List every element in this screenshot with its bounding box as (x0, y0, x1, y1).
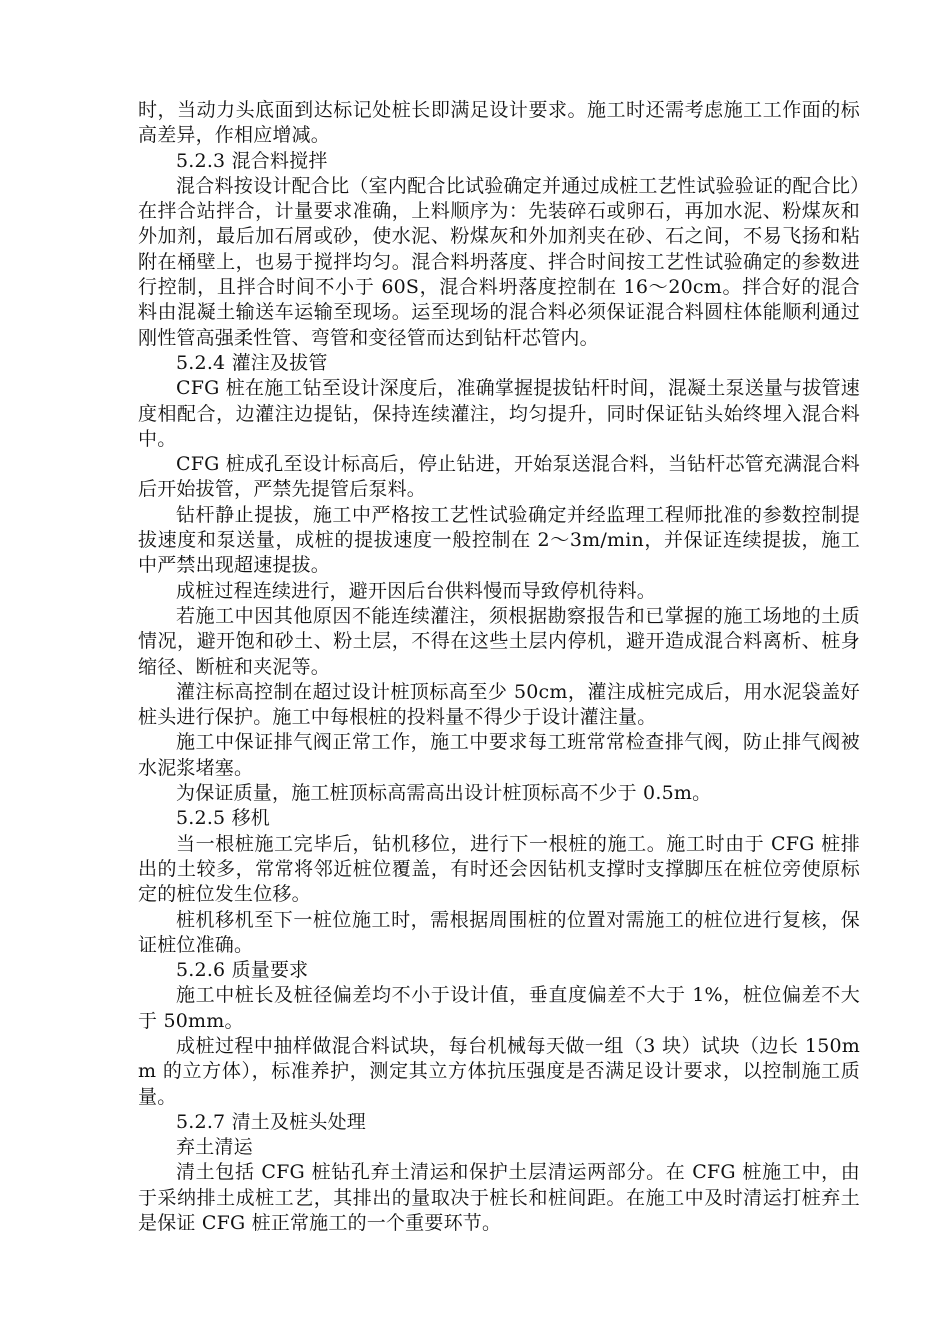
paragraph: 施工中桩长及桩径偏差均不小于设计值，垂直度偏差不大于 1%，桩位偏差不大于 50mm。 (138, 984, 860, 1032)
paragraph: 时，当动力头底面到达标记处桩长即满足设计要求。施工时还需考虑施工工作面的标高差异，作相应增减。 (138, 99, 860, 147)
paragraph: CFG 桩成孔至设计标高后，停止钻进，开始泵送混合料，当钻杆芯管充满混合料后开始拔管，严禁先提管后泵料。 (138, 453, 860, 501)
paragraph: 施工中保证排气阀正常工作，施工中要求每工班常常检查排气阀，防止排气阀被水泥浆堵塞。 (138, 731, 860, 779)
section-heading: 弃土清运 (176, 1136, 253, 1159)
paragraph: CFG 桩在施工钻至设计深度后，准确掌握提拔钻杆时间，混凝土泵送量与拔管速度相配合，边灌注边提钻，保持连续灌注，均匀提升，同时保证钻头始终埋入混合料中。 (138, 377, 860, 450)
paragraph: 当一根桩施工完毕后，钻机移位，进行下一根桩的施工。施工时由于 CFG 桩排出的土较多，常常将邻近桩位覆盖，有时还会因钻机支撑时支撑脚压在桩位旁使原标定的桩位发生位移。 (138, 832, 860, 906)
paragraph: 若施工中因其他原因不能连续灌注，须根据勘察报告和已掌握的施工场地的土质情况，避开饱和砂土、粉土层，不得在这些土层内停机，避开造成混合料离析、桩身缩径、断桩和夹泥等。 (138, 604, 860, 678)
section-heading: 5.2.3 混合料搅拌 (176, 149, 328, 172)
paragraph: 成桩过程连续进行，避开因后台供料慢而导致停机待料。 (176, 579, 657, 602)
document-page (138, 98, 860, 1236)
paragraph: 为保证质量，施工桩顶标高需高出设计桩顶标高不少于 0.5m。 (176, 782, 712, 805)
paragraph: 混合料按设计配合比（室内配合比试验确定并通过成桩工艺性试验验证的配合比）在拌合站拌合，计量要求准确，上料顺序为：先装碎石或卵石，再加水泥、粉煤灰和外加剂，最后加石屑或砂，使水泥、粉煤灰和外加剂夹在砂、石之间，不易飞扬和粘附在桶壁上，也易于搅拌均匀。混合料坍落度、拌合时间按工艺性试验确定的参数进行控制，且拌合时间不小于 60S，混合料坍落度控制在 16～20cm。拌合好的混合料由混凝土输送车运输至现场。运至现场的混合料必须保证混合料圆柱体能顺利通过刚性管高强柔性管、弯管和变径管而达到钻杆芯管内。 (138, 174, 860, 349)
paragraph: 灌注标高控制在超过设计桩顶标高至少 50cm，灌注成桩完成后，用水泥袋盖好桩头进行保护。施工中每根桩的投料量不得少于设计灌注量。 (138, 680, 860, 729)
section-heading: 5.2.5 移机 (176, 807, 270, 830)
paragraph: 桩机移机至下一桩位施工时，需根据周围桩的位置对需施工的桩位进行复核，保证桩位准确。 (138, 908, 860, 956)
section-heading: 5.2.7 清土及桩头处理 (176, 1110, 366, 1133)
paragraph: 清土包括 CFG 桩钻孔弃土清运和保护土层清运两部分。在 CFG 桩施工中，由于采纳排土成桩工艺，其排出的量取决于桩长和桩间距。在施工中及时清运打桩弃土是保证 CFG 桩正常施工的一个重要环节。 (138, 1161, 860, 1235)
section-heading: 5.2.6 质量要求 (176, 959, 309, 982)
paragraph: 钻杆静止提拔，施工中严格按工艺性试验确定并经监理工程师批准的参数控制提拔速度和泵送量，成桩的提拔速度一般控制在 2～3m/min，并保证连续提拔，施工中严禁出现超速提拔。 (138, 503, 860, 577)
paragraph: 成桩过程中抽样做混合料试块，每台机械每天做一组（3 块）试块（边长 150mm 的立方体），标准养护，测定其立方体抗压强度是否满足设计要求，以控制施工质量。 (138, 1034, 860, 1108)
section-heading: 5.2.4 灌注及拔管 (176, 351, 328, 374)
